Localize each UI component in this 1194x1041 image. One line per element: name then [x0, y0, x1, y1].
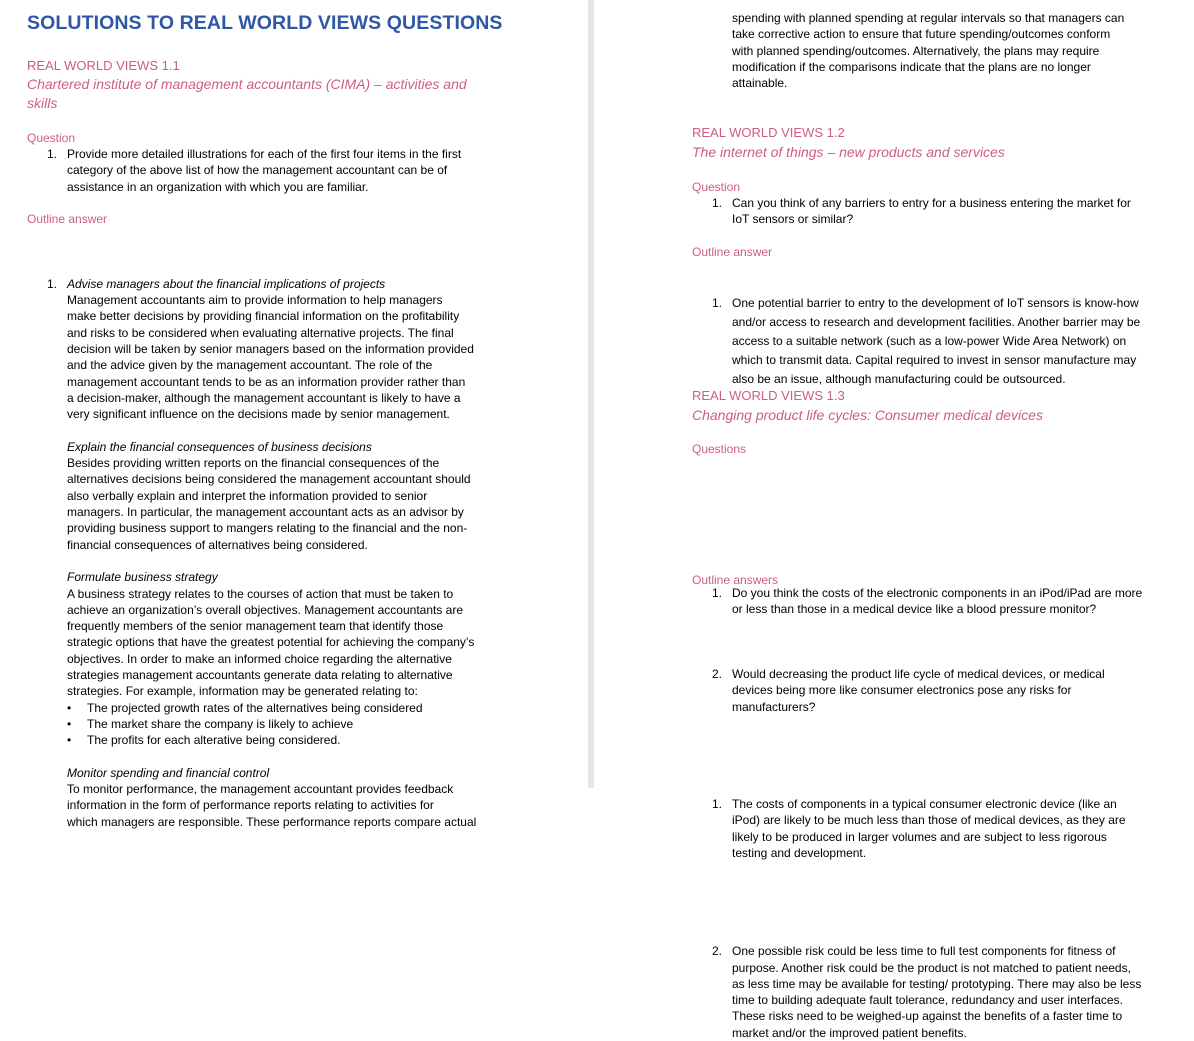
list-number: 1.: [47, 147, 58, 161]
subtitle-line: skills: [27, 95, 58, 111]
text-line: iPod) are likely to be much less than those of medical devices, as they are: [732, 813, 1126, 828]
text-line: One potential barrier to entry to the development of IoT sensors is know-how: [732, 295, 1139, 310]
text-line: also be an issue, although manufacturing could be outsourced.: [732, 371, 1066, 386]
text-line: One possible risk could be less time to full test components for fitness of: [732, 944, 1116, 959]
text-line: The costs of components in a typical consumer electronic device (like an: [732, 797, 1117, 812]
section-heading: Explain the financial consequences of business decisions: [67, 439, 372, 454]
text-line: strategies. For example, information may be generated relating to:: [67, 684, 418, 699]
text-line: providing business support to mangers relating to the financial and the non-: [67, 521, 468, 536]
rwv-1-1-subtitle: [27, 75, 567, 113]
question-item: [47, 146, 587, 195]
text-line: a decision-maker, although the management accountant is likely to have a: [67, 390, 461, 405]
text-line: management accountant tends to be as an information provider rather than: [67, 374, 466, 389]
section-heading: Monitor spending and financial control: [67, 765, 270, 780]
list-number: 2.: [712, 667, 723, 682]
outline-answer-label: Outline answer: [27, 212, 108, 226]
outline-answer-label: Outline answer: [692, 245, 773, 259]
text-line: and the advice given by the management accountant. The role of the: [67, 358, 433, 373]
rwv-1-3-subtitle: Changing product life cycles: Consumer medical devices: [692, 407, 1043, 423]
text-line: attainable.: [732, 76, 788, 91]
text-line: access to a suitable network (such as a low-power Wide Area Network) on: [732, 333, 1127, 348]
text-line: To monitor performance, the management accountant provides feedback: [67, 782, 454, 797]
bullet-item: • The profits for each alterative being considered.: [67, 732, 597, 748]
subtitle-line: Chartered institute of management accountants (CIMA) – activities and: [27, 76, 467, 92]
text-line: assistance in an organization with which you are familiar.: [67, 179, 369, 194]
question-label: Question: [27, 131, 76, 145]
text-line: objectives. In order to make an informed choice regarding the alternative: [67, 651, 452, 666]
text-line: testing and development.: [732, 845, 867, 860]
rwv-1-3-heading: REAL WORLD VIEWS 1.3: [692, 388, 845, 403]
text-line: and/or access to research and development facilities. Another barrier may be: [732, 314, 1141, 329]
answer-item: [712, 943, 1194, 1041]
text-line: Would decreasing the product life cycle of medical devices, or medical: [732, 667, 1105, 682]
continuation-paragraph: [732, 10, 1172, 91]
text-line: very significant influence on the decisions made by senior management.: [67, 407, 450, 422]
question-item: [712, 195, 1194, 228]
question-item: [712, 666, 1194, 715]
text-line: likely to be produced in larger volumes and are subject to less rigorous: [732, 829, 1107, 844]
text-line: information in the form of performance reports relating to activities for: [67, 798, 434, 813]
text-line: or less than those in a medical device like a blood pressure monitor?: [732, 601, 1097, 616]
text-line: alternatives decisions being considered the management accountant should: [67, 472, 471, 487]
question-label: Question: [692, 180, 741, 194]
list-number: 1.: [712, 295, 723, 310]
text-line: modification if the comparisons indicate that the plans are no longer: [732, 59, 1091, 74]
text-line: IoT sensors or similar?: [732, 212, 854, 227]
text-line: category of the above list of how the management accountant can be of: [67, 163, 448, 178]
list-number: 1.: [712, 585, 723, 600]
text-line: Do you think the costs of the electronic components in an iPod/iPad are more: [732, 585, 1143, 600]
text-line: strategies management accountants generate data relating to alternative: [67, 668, 453, 683]
bullet-list: [67, 700, 597, 749]
text-line: purpose. Another risk could be the product is not matched to patient needs,: [732, 960, 1131, 975]
text-line: decision will be taken by senior managers based on the information provided: [67, 342, 474, 357]
text-line: make better decisions by providing financial information on the profitability: [67, 309, 460, 324]
rwv-1-1-heading: REAL WORLD VIEWS 1.1: [27, 58, 180, 73]
text-line: as less time may be available for testing/ prototyping. There may also be less: [732, 976, 1142, 991]
answer-item: [712, 294, 1194, 389]
section-heading: Advise managers about the financial implications of projects: [67, 276, 386, 291]
left-page: [0, 0, 588, 829]
list-number: 1.: [47, 276, 58, 291]
text-line: Provide more detailed illustrations for each of the first four items in the first: [67, 147, 462, 161]
questions-label: Questions: [692, 442, 747, 456]
list-number: 1.: [712, 797, 723, 812]
text-line: devices being more like consumer electronics pose any risks for: [732, 683, 1072, 698]
text-line: with planned spending/outcomes. Alternatively, the plans may require: [732, 43, 1100, 58]
text-line: Can you think of any barriers to entry for a business entering the market for: [732, 196, 1131, 210]
text-line: managers. In particular, the management accountant acts as an advisor by: [67, 505, 464, 520]
text-line: Management accountants aim to provide information to help managers: [67, 293, 443, 308]
page-title: SOLUTIONS TO REAL WORLD VIEWS QUESTIONS: [27, 12, 503, 34]
rwv-1-2-heading: REAL WORLD VIEWS 1.2: [692, 125, 845, 140]
text-line: market and/or the improved patient benefits.: [732, 1025, 967, 1040]
text-line: strategic options that have the greatest potential for achieving the company’s: [67, 635, 475, 650]
text-line: financial consequences of alternatives being considered.: [67, 537, 368, 552]
answer-item: [47, 276, 597, 830]
text-line: and risks to be considered when evaluating alternative projects. The final: [67, 325, 454, 340]
question-item: [712, 585, 1194, 618]
list-number: 1.: [712, 196, 723, 210]
bullet-item: • The projected growth rates of the alternatives being considered: [67, 700, 597, 716]
list-number: 2.: [712, 944, 723, 959]
rwv-1-2-subtitle: The internet of things – new products and services: [692, 144, 1005, 160]
text-line: which managers are responsible. These performance reports compare actual: [67, 814, 477, 829]
text-line: These risks need to be weighed-up against the benefits of a faster time to: [732, 1009, 1123, 1024]
text-line: achieve an organization’s overall objectives. Management accountants are: [67, 602, 464, 617]
bullet-item: • The market share the company is likely to achieve: [67, 716, 597, 732]
right-page: [594, 0, 1181, 1040]
text-line: take corrective action to ensure that future spending/outcomes conform: [732, 27, 1111, 42]
text-line: manufacturers?: [732, 699, 816, 714]
text-line: A business strategy relates to the courses of action that must be taken to: [67, 586, 454, 601]
text-line: time to building adequate fault tolerance, redundancy and user interfaces.: [732, 993, 1123, 1008]
text-line: also verbally explain and interpret the information provided to senior: [67, 488, 428, 503]
answer-item: [712, 796, 1194, 861]
text-line: which to transmit data. Capital required to invest in sensor manufacture may: [732, 352, 1137, 367]
text-line: frequently members of the senior management team that identify those: [67, 619, 444, 634]
section-heading: Formulate business strategy: [67, 570, 218, 585]
text-line: spending with planned spending at regular intervals so that managers can: [732, 11, 1125, 25]
outline-answers-label: Outline answers: [692, 573, 779, 587]
text-line: Besides providing written reports on the financial consequences of the: [67, 456, 440, 471]
